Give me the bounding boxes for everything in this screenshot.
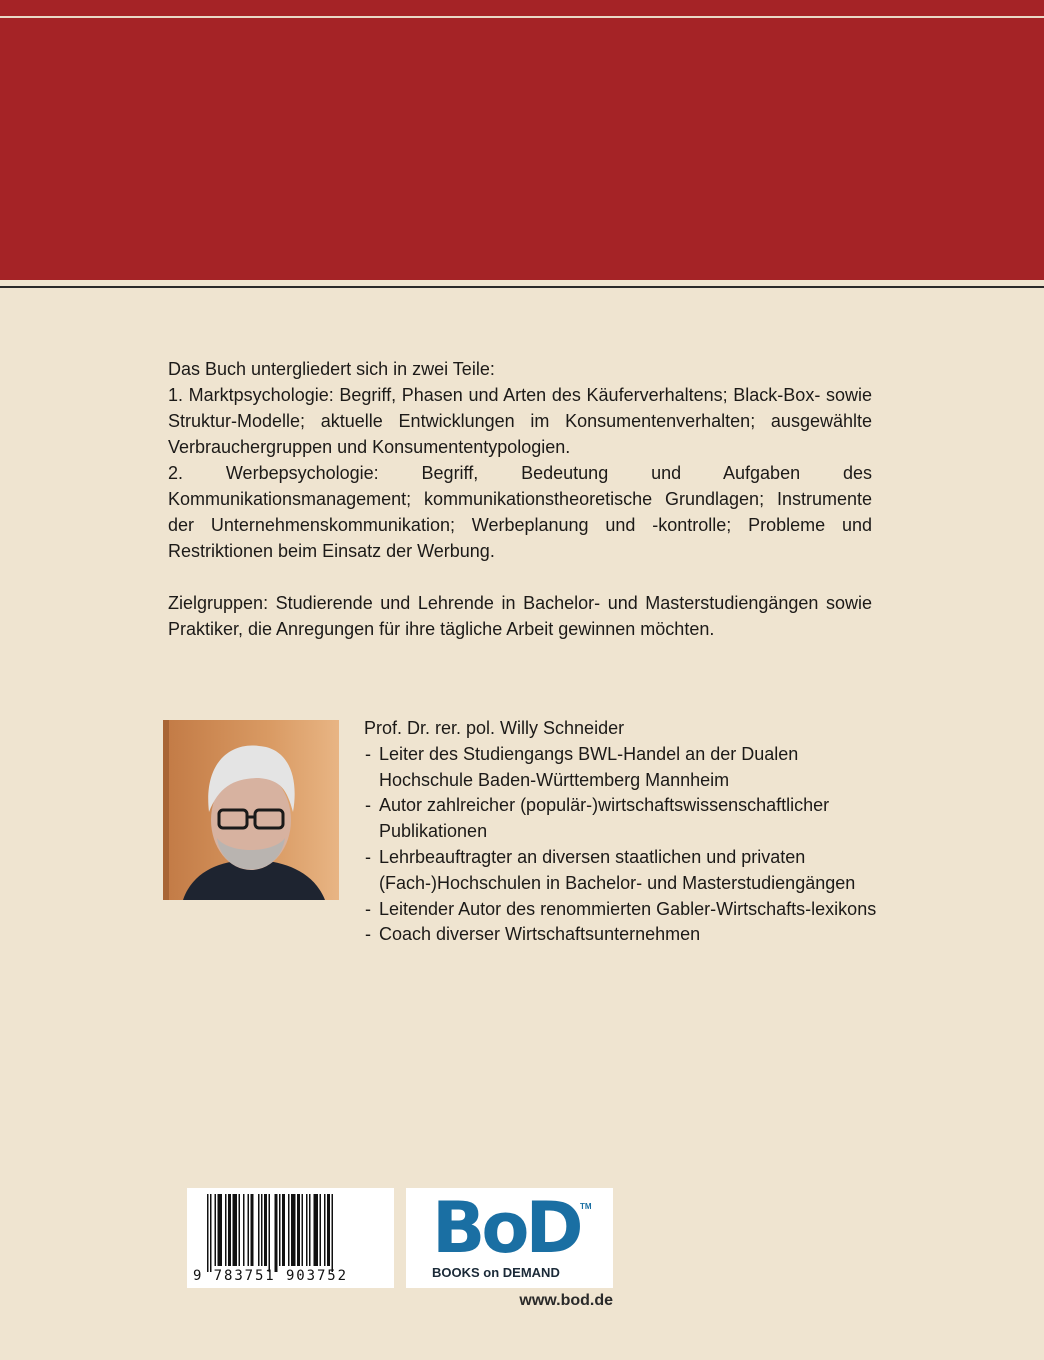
description-part-2: 2. Werbepsychologie: Begriff, Bedeutung und Aufgaben des Kommunikationsmanagement; kommunikationstheoretische Grundlagen; Instrumente der Unternehmenskommunikation; Werbeplanung und -kontrolle; Probleme und Restriktionen beim Einsatz der Werbung. (168, 463, 872, 561)
barcode-bar (248, 1194, 250, 1266)
author-bio (364, 716, 884, 948)
band-bottom-rule (0, 286, 1044, 288)
publisher-url[interactable]: www.bod.de (519, 1292, 613, 1309)
barcode-bar (207, 1194, 209, 1272)
barcode-bar (320, 1194, 322, 1266)
barcode-bar (302, 1194, 304, 1266)
author-bullet: - Leitender Autor des renommierten Gabler-Wirtschafts-lexikons (364, 897, 884, 923)
author-bullet: - Leiter des Studiengangs BWL-Handel an der Dualen Hochschule Baden-Württemberg Mannheim (364, 742, 884, 794)
barcode-bar (279, 1194, 281, 1266)
isbn-digits: 9 783751 903752 (193, 1268, 348, 1284)
isbn-barcode (187, 1188, 394, 1288)
barcode-bar (215, 1194, 217, 1266)
barcode-bar (324, 1194, 326, 1266)
barcode-bar (239, 1194, 241, 1266)
description-target-groups: Zielgruppen: Studierende und Lehrende in Bachelor- und Masterstudiengängen sowie Praktiker, die Anregungen für ihre tägliche Arbeit gewinnen möchten. (168, 593, 872, 639)
author-name: Prof. Dr. rer. pol. Willy Schneider (364, 718, 625, 738)
bod-logo: BoD (432, 1187, 580, 1269)
publisher-logo-box (406, 1188, 613, 1288)
barcode-bar (306, 1194, 308, 1266)
barcode-bar (264, 1194, 267, 1266)
description-intro: Das Buch untergliedert sich in zwei Teile: (168, 359, 495, 379)
barcode-bar (332, 1194, 334, 1272)
barcode-bar (261, 1194, 263, 1266)
cover-top-band (0, 0, 1044, 280)
band-divider-line (0, 16, 1044, 18)
author-bullet-list (364, 742, 884, 948)
barcode-bar (243, 1194, 245, 1266)
barcode-bar (218, 1194, 223, 1266)
barcode-bar (282, 1194, 285, 1266)
barcode-bar (297, 1194, 300, 1266)
barcode-bar (269, 1194, 271, 1272)
barcode-bar (258, 1194, 260, 1266)
barcode-bar (314, 1194, 319, 1266)
barcode-bar (225, 1194, 227, 1266)
barcode-bar (288, 1194, 290, 1266)
publisher-tagline: BOOKS on DEMAND (432, 1265, 560, 1280)
barcode-bar (291, 1194, 296, 1266)
barcode-bar (228, 1194, 231, 1266)
description-part-1: 1. Marktpsychologie: Begriff, Phasen und Arten des Käuferverhaltens; Black-Box- sowie Struktur-Modelle; aktuelle Entwicklungen im Konsumentenverhalten; ausgewählte Verbrauchergruppen und Konsumententypologien. (168, 385, 872, 457)
book-description (168, 356, 872, 642)
author-bullet: - Coach diverser Wirtschaftsunternehmen (364, 922, 884, 948)
author-bullet: - Lehrbeauftragter an diversen staatlichen und privaten (Fach-)Hochschulen in Bachelor- und Masterstudiengängen (364, 845, 884, 897)
barcode-bar (233, 1194, 238, 1266)
barcode-bar (251, 1194, 254, 1266)
author-bullet: - Autor zahlreicher (populär-)wirtschaftswissenschaftlicher Publikationen (364, 793, 884, 845)
barcode-bar (210, 1194, 212, 1272)
barcode-bar (275, 1194, 278, 1272)
author-photo (163, 720, 339, 900)
barcode-bar (309, 1194, 311, 1266)
barcode-bar (327, 1194, 330, 1266)
trademark-mark: TM (580, 1202, 592, 1211)
